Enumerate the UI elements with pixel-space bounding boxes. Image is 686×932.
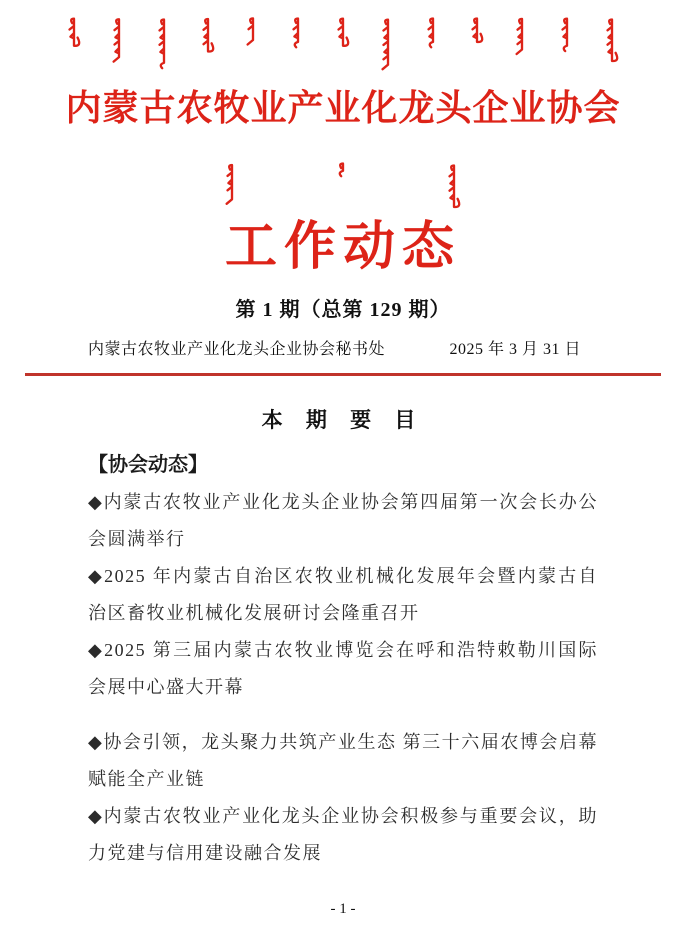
mongolian-glyph [379, 14, 397, 74]
mongolian-glyph [223, 160, 241, 208]
bulletin-title: 工作动态 [224, 219, 461, 276]
toc-item: ◆协会引领，龙头聚力共筑产业生态 第三十六届农博会启幕赋能全产业链 [88, 732, 598, 789]
toc-item: ◆2025 第三届内蒙古农牧业博览会在呼和浩特敕勒川国际会展中心盛大开幕 [88, 640, 598, 697]
mongolian-glyph [334, 14, 352, 54]
mongolian-glyph [289, 14, 307, 50]
mongolian-glyph [445, 160, 463, 216]
mongolian-glyph [468, 14, 486, 50]
toc-item: ◆2025 年内蒙古自治区农牧业机械化发展年会暨内蒙古自治区畜牧业机械化发展研讨会隆重召开 [88, 566, 598, 623]
organization-title: 内蒙古农牧业产业化龙头企业协会 [65, 88, 621, 128]
mongolian-glyph [199, 14, 217, 60]
mongolian-script-row-top [65, 14, 621, 74]
mongolian-glyph [558, 14, 576, 54]
mongolian-script-row-mid [223, 160, 463, 216]
mongolian-glyph [155, 14, 173, 72]
publisher-name: 内蒙古农牧业产业化龙头企业协会秘书处 [88, 341, 386, 358]
mongolian-glyph [424, 14, 442, 50]
mongolian-glyph [603, 14, 621, 70]
issue-number-line: 第 1 期（总第 129 期） [235, 299, 451, 321]
toc-heading: 本 期 要 目 [261, 408, 425, 432]
red-divider-line [25, 373, 661, 376]
toc-item: ◆内蒙古农牧业产业化龙头企业协会第四届第一次会长办公会圆满举行 [88, 492, 598, 549]
mongolian-glyph [65, 14, 83, 54]
toc-item: ◆内蒙古农牧业产业化龙头企业协会积极参与重要会议，助力党建与信用建设融合发展 [88, 806, 598, 863]
publication-date: 2025 年 3 月 31 日 [449, 341, 581, 358]
mongolian-glyph [110, 14, 128, 66]
toc-list [88, 484, 598, 872]
mongolian-glyph [244, 14, 262, 48]
mongolian-glyph [334, 160, 352, 178]
mongolian-glyph [513, 14, 531, 58]
section-label-association-news: 【协会动态】 [88, 454, 208, 476]
page-number: - 1 - [330, 901, 356, 917]
publication-info-row [0, 338, 686, 362]
